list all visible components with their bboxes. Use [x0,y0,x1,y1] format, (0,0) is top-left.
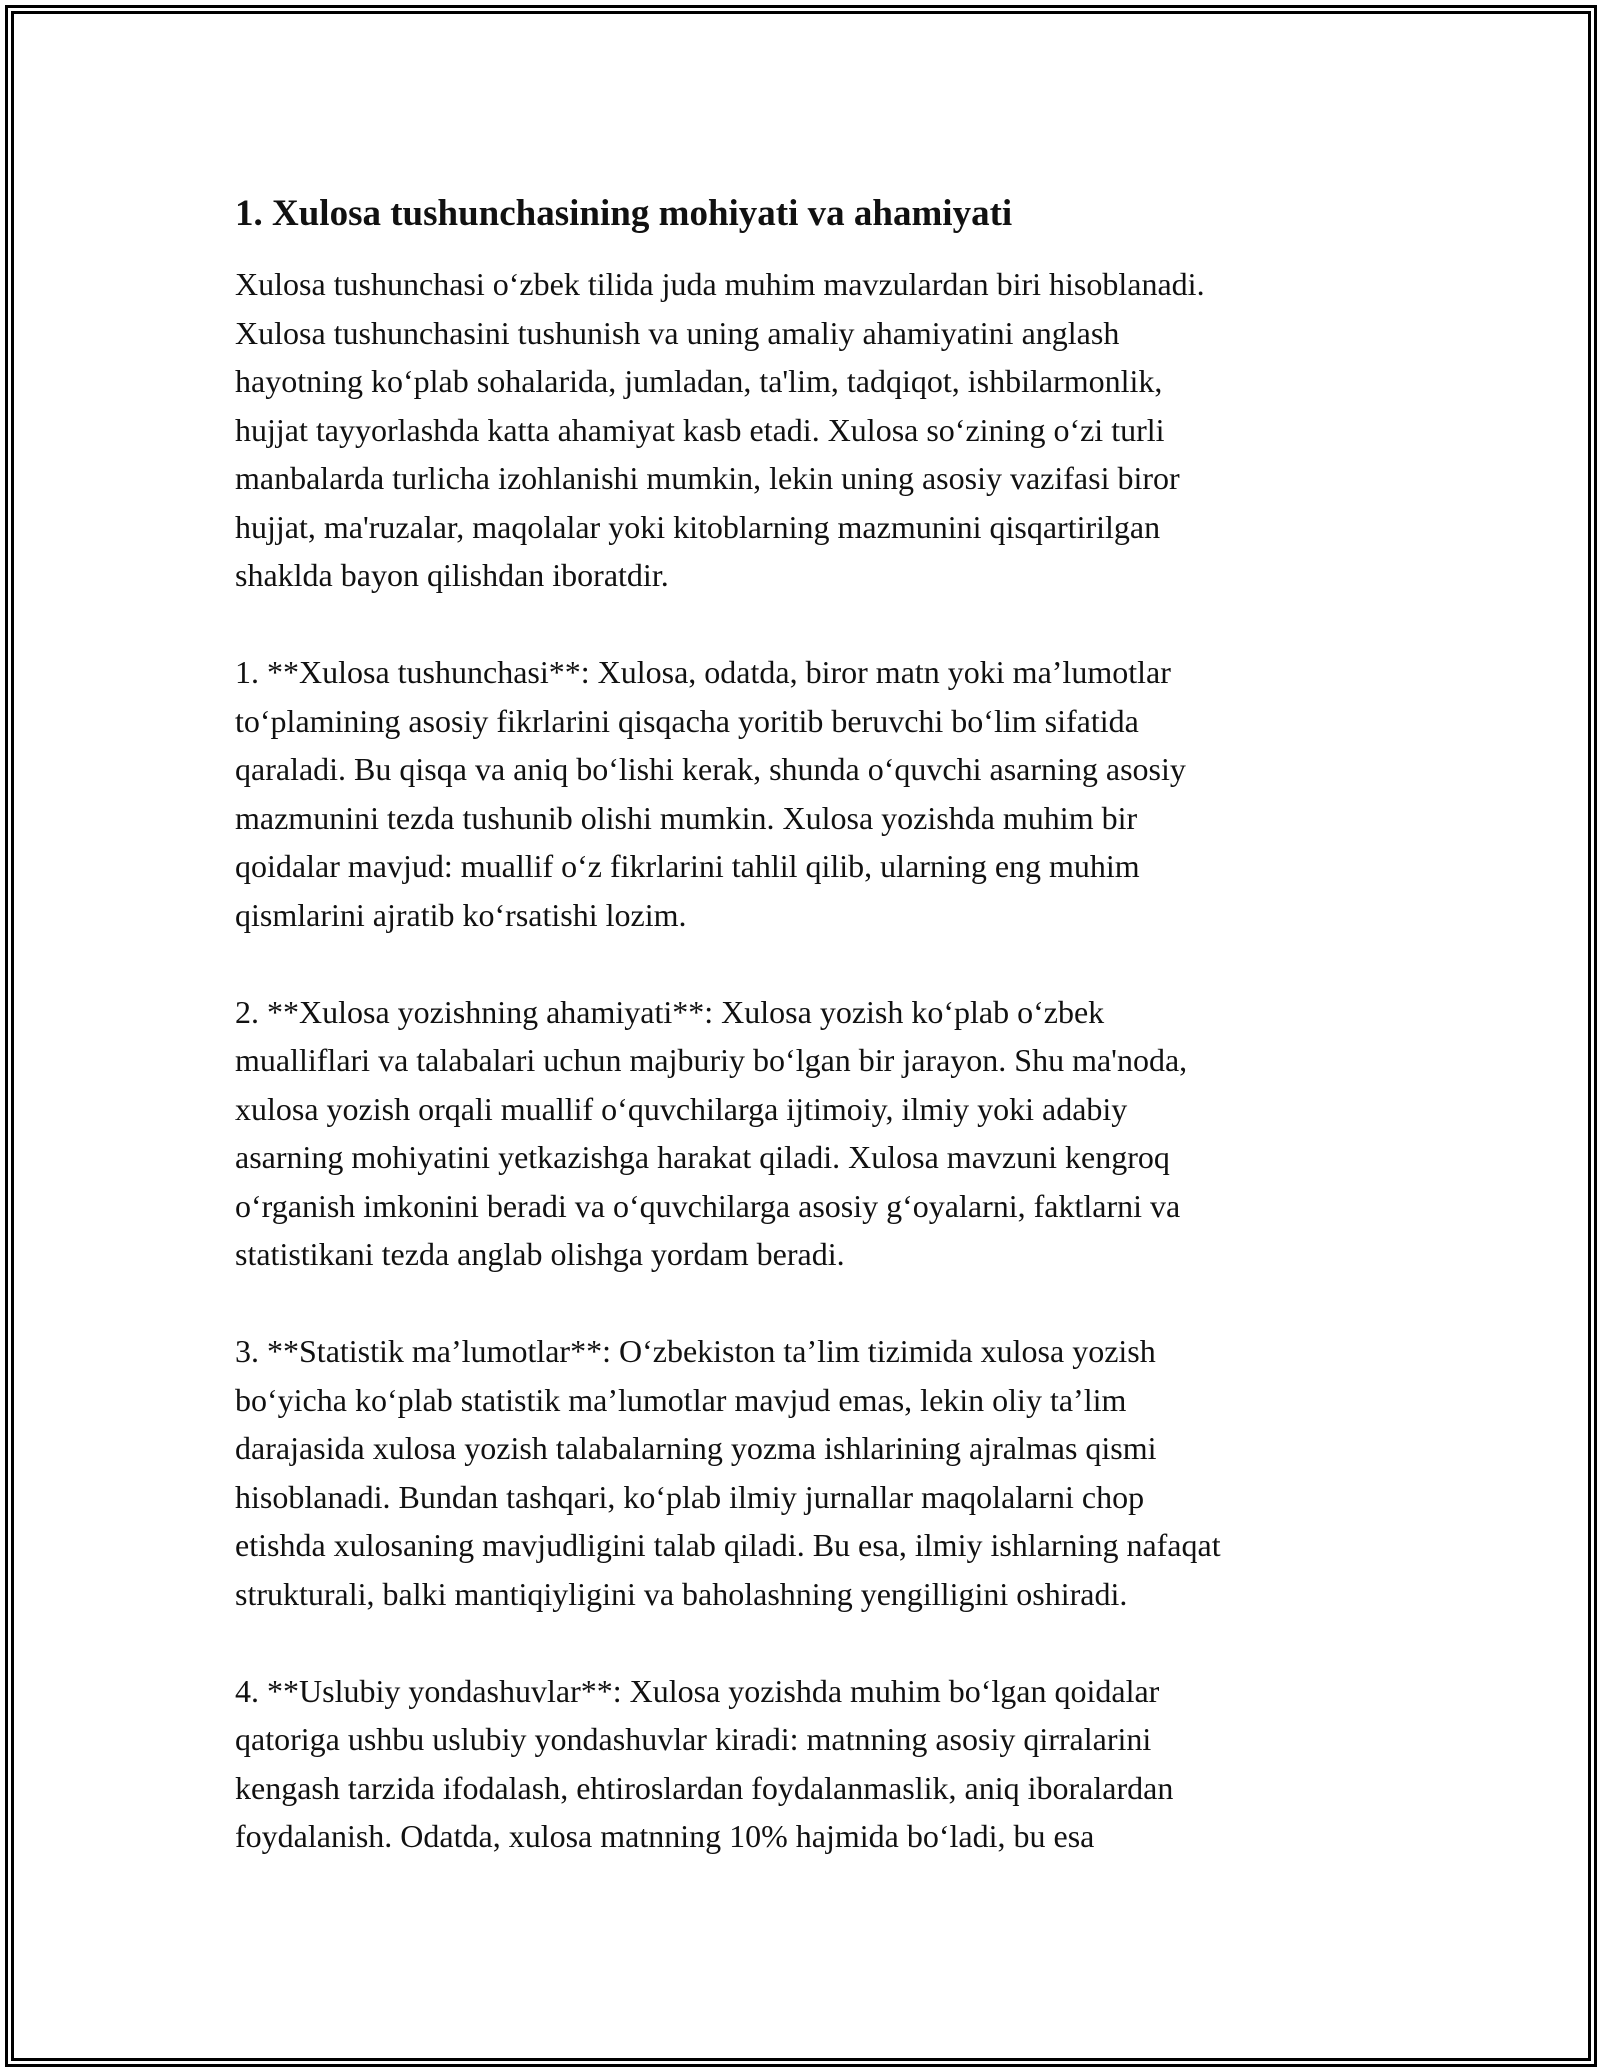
paragraph-xulosa-tushunchasi: 1. **Xulosa tushunchasi**: Xulosa, odatda, biror matn yoki ma’lumotlar to‘plamining asosiy fikrlarini qisqacha yoritib beruvchi bo‘lim sifatida qaraladi. Bu qisqa va aniq bo‘lishi kerak, shunda o‘quvchi asarning asosiy mazmunini tezda tushunib olishi mumkin. Xulosa yozishda muhim bir qoidalar mavjud: muallif o‘z fikrlarini tahlil qilib, ularning eng muhim qismlarini ajratib ko‘rsatishi lozim. [235,654,1186,933]
intro-paragraph: Xulosa tushunchasi o‘zbek tilida juda muhim mavzulardan biri hisoblanadi. Xulosa tushunchasini tushunish va uning amaliy ahamiyatini anglash hayotning ko‘plab sohalarida, jumladan, ta'lim, tadqiqot, ishbilarmonlik, hujjat tayyorlashda katta ahamiyat kasb etadi. Xulosa so‘zining o‘zi turli manbalarda turlicha izohlanishi mumkin, lekin uning asosiy vazifasi biror hujjat, ma'ruzalar, maqolalar yoki kitoblarning mazmunini qisqartirilgan shaklda bayon qilishdan iboratdir. [235,266,1205,593]
document-body [235,190,1375,1909]
paragraph-xulosa-yozish-ahamiyati: 2. **Xulosa yozishning ahamiyati**: Xulosa yozish ko‘plab o‘zbek mualliflari va talabalari uchun majburiy bo‘lgan bir jarayon. Shu ma'noda, xulosa yozish orqali muallif o‘quvchilarga ijtimoiy, ilmiy yoki adabiy asarning mohiyatini yetkazishga harakat qiladi. Xulosa mavzuni kengroq o‘rganish imkonini beradi va o‘quvchilarga asosiy g‘oyalarni, faktlarni va statistikani tezda anglab olishga yordam beradi. [235,993,1188,1272]
paragraph-statistik-malumotlar: 3. **Statistik ma’lumotlar**: O‘zbekiston ta’lim tizimida xulosa yozish bo‘yicha ko‘plab statistik ma’lumotlar mavjud emas, lekin oliy ta’lim darajasida xulosa yozish talabalarning yozma ishlarining ajralmas qismi hisoblanadi. Bundan tashqari, ko‘plab ilmiy jurnallar maqolalarni chop etishda xulosaning mavjudligini talab qiladi. Bu esa, ilmiy ishlarning nafaqat strukturali, balki mantiqiyligini va baholashning yengilligini oshiradi. [235,1333,1221,1612]
section-heading: 1. Xulosa tushunchasining mohiyati va ahamiyati [235,193,1013,234]
paragraph-uslubiy-yondashuvlar: 4. **Uslubiy yondashuvlar**: Xulosa yozishda muhim bo‘lgan qoidalar qatoriga ushbu uslubiy yondashuvlar kiradi: matnning asosiy qirralarini kengash tarzida ifodalash, ehtiroslardan foydalanmaslik, aniq iboralardan foydalanish. Odatda, xulosa matnning 10% hajmida bo‘ladi, bu esa [235,1672,1174,1854]
